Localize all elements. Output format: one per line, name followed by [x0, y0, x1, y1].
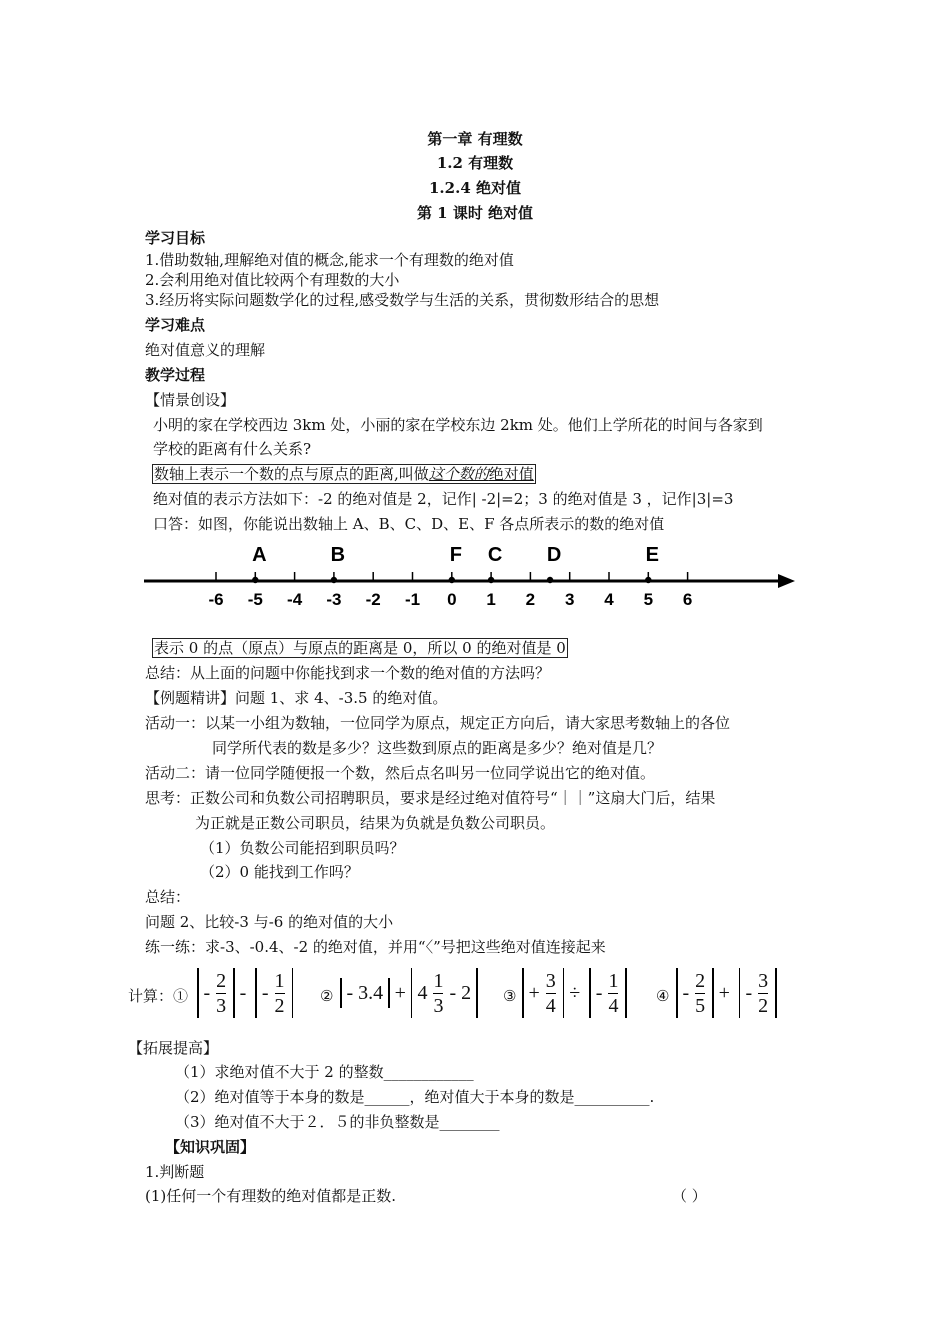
extension-q1: （1）求绝对值不大于 2 的整数____________ [175, 1063, 474, 1081]
point-marker [449, 577, 455, 583]
judgement-item: (1)任何一个有理数的绝对值都是正数. [145, 1187, 397, 1205]
problem-two: 问题 2、比较-3 与-6 的绝对值的大小 [145, 913, 394, 931]
extension-heading: 【拓展提高】 [128, 1039, 219, 1057]
goal-item: 3.经历将实际问题数学化的过程,感受数学与生活的关系，贯彻数形结合的思想 [145, 291, 660, 309]
extension-q2: （2）绝对值等于本身的数是______，绝对值大于本身的数是__________. [175, 1088, 655, 1106]
think-text-cont: 为正就是正数公司职员，结果为负就是负数公司职员。 [195, 814, 556, 832]
scene-text: 学校的距离有什么关系? [153, 440, 312, 458]
activity-two: 活动二：请一位同学随便报一个数，然后点名叫另一位同学说出它的绝对值。 [145, 764, 656, 782]
calc-expr-1: - $\frac{2}{3}$ - - $\frac{1}{2}$ [194, 968, 296, 1028]
tick-label: 4 [604, 590, 614, 609]
point-marker [331, 577, 337, 583]
axis-arrow [778, 574, 795, 588]
tick-label: -6 [208, 590, 224, 609]
tick-label: 1 [486, 590, 496, 609]
goal-item: 1.借助数轴,理解绝对值的概念,能求一个有理数的绝对值 [145, 251, 514, 269]
number-line [140, 540, 800, 620]
point-marker [252, 577, 258, 583]
think-text: 思考：正数公司和负数公司招聘职员，要求是经过绝对值符号“｜｜”这扇大门后，结果 [145, 789, 716, 807]
point-label: E [645, 544, 659, 566]
summary-question: 总结：从上面的问题中你能找到求一个数的绝对值的方法吗？ [145, 664, 551, 682]
point-label: B [330, 544, 346, 566]
calc-label: 计算：① [128, 987, 189, 1005]
think-question: （2）0 能找到工作吗？ [200, 863, 359, 881]
example-heading: 【例题精讲】问题 1、求 4、-3.5 的绝对值。 [145, 689, 448, 707]
subsection-title: 1.2.4 绝对值 [429, 179, 521, 197]
definition-box: 数轴上表示一个数的点与原点的距离,叫做这个数的绝对值 [154, 465, 534, 483]
lesson-title: 第 1 课时 绝对值 [416, 204, 534, 222]
point-label: A [252, 544, 267, 566]
goal-item: 2.会利用绝对值比较两个有理数的大小 [145, 271, 400, 289]
tick-label: 2 [525, 590, 536, 609]
point-marker [645, 577, 651, 583]
answer-bracket[interactable]: （ ） [672, 1187, 707, 1205]
calc-marker-2: ② [320, 987, 334, 1005]
summary-label: 总结： [145, 888, 191, 906]
activity-one-cont: 同学所代表的数是多少？这些数到原点的距离是多少？绝对值是几？ [212, 739, 663, 757]
tick-label: -4 [287, 590, 303, 609]
activity-one: 活动一：以某一小组为数轴，一位同学为原点，规定正方向后，请大家思考数轴上的各位 [145, 714, 731, 732]
calc-marker-4: ④ [656, 987, 670, 1005]
oral-question: 口答：如图，你能说出数轴上 A、B、C、D、E、F 各点所表示的数的绝对值 [153, 515, 665, 533]
tick-label: 5 [643, 590, 654, 609]
think-question: （1）负数公司能招到职员吗？ [200, 839, 405, 857]
process-heading: 教学过程 [145, 366, 206, 384]
consolidate-heading: 【知识巩固】 [165, 1138, 256, 1156]
scene-text: 小明的家在学校西边 3km 处，小丽的家在学校东边 2km 处。他们上学所花的时间与各家到 [153, 416, 763, 434]
tick-label: -5 [247, 590, 263, 609]
point-marker [488, 577, 494, 583]
calc-expr-3: + $\frac{3}{4}$ ÷ - $\frac{1}{4}$ [519, 968, 630, 1028]
zero-note-box: 表示 0 的点（原点）与原点的距离是 0，所以 0 的绝对值是 0 [154, 639, 566, 657]
difficulty-text: 绝对值意义的理解 [145, 341, 266, 359]
calc-marker-3: ③ [503, 987, 517, 1005]
calc-expr-2: - 3.4 + 4 $\frac{1}{3}$ - 2 [337, 968, 481, 1028]
section-title: 1.2 有理数 [436, 154, 514, 172]
tick-label: -1 [404, 590, 421, 609]
calc-expr-4: - $\frac{2}{5}$ + - $\frac{3}{2}$ [673, 968, 780, 1028]
scene-heading: 【情景创设】 [145, 391, 236, 409]
tick-label: -2 [365, 590, 381, 609]
difficulty-heading: 学习难点 [145, 316, 206, 334]
point-label: D [546, 544, 562, 566]
chapter-title: 第一章 有理数 [427, 130, 523, 148]
goals-heading: 学习目标 [145, 229, 206, 247]
point-marker [547, 577, 553, 583]
judgement-heading: 1.判断题 [145, 1163, 205, 1181]
practice-text: 练一练：求-3、-0.4、-2 的绝对值，并用“〈”号把这些绝对值连接起来 [145, 938, 606, 956]
extension-q3: （3）绝对值不大于２．５的非负整数是________ [175, 1113, 500, 1131]
tick-label: -3 [326, 590, 342, 609]
tick-label: 3 [564, 590, 575, 609]
tick-label: 6 [682, 590, 693, 609]
point-label: C [487, 544, 503, 566]
tick-label: 0 [447, 590, 457, 609]
notation-text: 绝对值的表示方法如下：-2 的绝对值是 2，记作| -2|=2；3 的绝对值是 3 ，记作|3|=3 [153, 490, 734, 508]
point-label: F [449, 544, 462, 566]
